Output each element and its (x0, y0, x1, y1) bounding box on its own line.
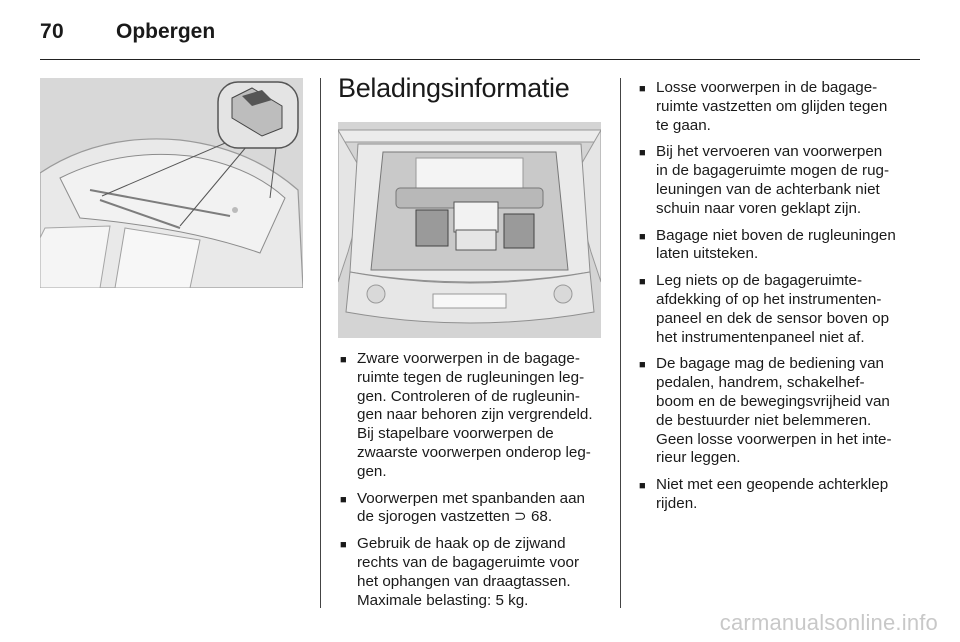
bullet-icon: ■ (340, 354, 347, 366)
bullet-line: het instrumentenpaneel niet af. (656, 328, 865, 346)
list-item (340, 350, 610, 482)
list-item (639, 355, 915, 468)
bullet-line: ruimte vastzetten om glijden tegen (656, 97, 888, 115)
bullet-icon: ■ (340, 493, 347, 506)
page-number: 70 (40, 20, 64, 43)
bullet-line: Voorwerpen met spanbanden aan (357, 489, 585, 507)
bullet-icon: ■ (639, 147, 646, 160)
bullet-line: in de bagageruimte mogen de rug- (656, 162, 890, 180)
list-item (639, 79, 915, 135)
list-item (340, 535, 610, 610)
bullet-icon: ■ (639, 480, 646, 493)
bullet-line: Leg niets op de bagageruimte- (656, 272, 863, 290)
bullet-line: Losse voorwerpen in de bagage- (656, 79, 878, 96)
bullet-line: Bagage niet boven de rugleuningen (656, 226, 896, 244)
middle-bullet-list (340, 350, 610, 618)
bullet-line: de bestuurder niet belemmeren. (656, 411, 872, 429)
bullet-line: leuningen van de achterbank niet (656, 180, 880, 198)
bullet-line: schuin naar voren geklapt zijn. (656, 199, 862, 217)
list-item (340, 490, 610, 528)
bullet-icon: ■ (639, 359, 646, 372)
bullet-line: Gebruik de haak op de zijwand (357, 535, 566, 553)
bullet-line: te gaan. (656, 116, 711, 134)
bullet-line: Zware voorwerpen in de bagage- (357, 350, 580, 367)
luggage-compartment-illustration (338, 122, 601, 338)
open-tailgate-luggage-illustration-icon (338, 122, 601, 338)
list-item (639, 227, 915, 265)
bullet-line: rieur leggen. (656, 449, 741, 467)
watermark: carmanualsonline.info (719, 610, 938, 635)
bullet-line: het ophangen van draagtassen. (357, 572, 571, 590)
section-title: Beladingsinformatie (338, 73, 570, 103)
bullet-line: zwaarste voorwerpen onderop leg- (357, 443, 591, 461)
bullet-line: rijden. (656, 494, 698, 512)
bullet-line: rechts van de bagageruimte voor (357, 553, 580, 571)
list-item (639, 272, 915, 347)
list-item (639, 143, 915, 218)
bullet-line: laten uitsteken. (656, 245, 759, 263)
page-header (40, 14, 920, 50)
bullet-line: pedalen, handrem, schakelhef- (656, 374, 865, 392)
bullet-line: paneel en dek de sensor boven op (656, 309, 890, 327)
bullet-icon: ■ (340, 539, 347, 552)
roof-rail-detail-illustration-icon (40, 78, 303, 288)
bullet-line: Geen losse voorwerpen in het inte- (656, 430, 892, 448)
bullet-line: Bij het vervoeren van voorwerpen (656, 143, 883, 161)
bullet-line: de sjorogen vastzetten ⊃ 68. (357, 508, 553, 526)
column-divider (620, 78, 621, 608)
chapter-title: Opbergen (116, 20, 216, 43)
bullet-icon: ■ (639, 230, 646, 243)
right-bullet-list (639, 79, 915, 522)
bullet-line: De bagage mag de bediening van (656, 355, 884, 373)
roof-rail-illustration (40, 78, 303, 288)
column-divider (320, 78, 321, 608)
bullet-line: Maximale belasting: 5 kg. (357, 591, 529, 609)
bullet-line: gen. (357, 462, 387, 480)
bullet-icon: ■ (639, 83, 646, 95)
header-divider (40, 59, 920, 60)
bullet-line: boom en de bewegingsvrijheid van (656, 392, 890, 410)
bullet-line: ruimte tegen de rugleuningen leg- (357, 368, 585, 386)
bullet-line: gen naar behoren zijn vergrendeld. (357, 406, 593, 424)
bullet-line: Bij stapelbare voorwerpen de (357, 425, 554, 443)
bullet-line: gen. Controleren of de rugleunin- (357, 387, 580, 405)
list-item (639, 476, 915, 514)
bullet-line: Niet met een geopende achterklep (656, 476, 889, 494)
bullet-line: afdekking of op het instrumenten- (656, 290, 882, 308)
bullet-icon: ■ (639, 276, 646, 289)
